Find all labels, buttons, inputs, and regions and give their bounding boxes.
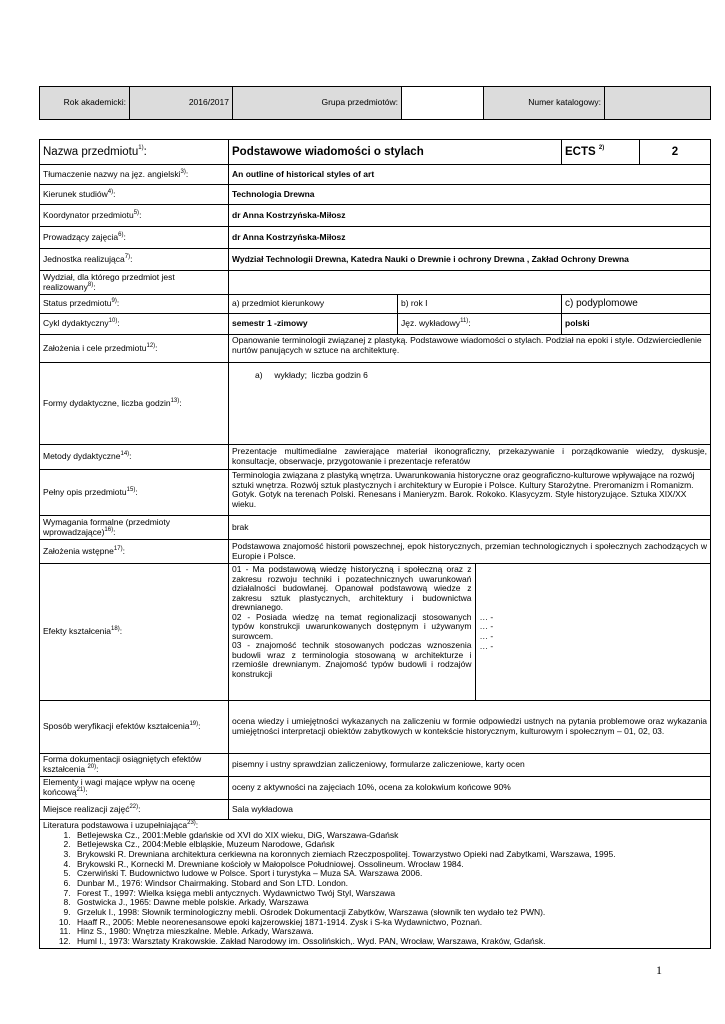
outcomes-label: Efekty kształcenia$^{18)}$: — [40, 564, 229, 701]
course-name-label: Nazwa przedmiotu$^{1)}$: — [40, 140, 229, 165]
ects-value: 2 — [640, 140, 711, 165]
status-a: a) przedmiot kierunkowy — [229, 295, 398, 314]
row-translation — [40, 165, 711, 185]
row-unit — [40, 249, 711, 271]
row-methods — [40, 445, 711, 470]
literature-item: 4. Brykowski R., Kornecki M. Drewniane kościoły w Małopolsce Południowej. Ossolineum. Wrocław 1984. — [73, 860, 707, 870]
row-documentation — [40, 754, 711, 777]
methods-label: Metody dydaktyczne$^{14)}$: — [40, 445, 229, 470]
row-teachers — [40, 227, 711, 249]
literature-item: 3. Brykowski R. Drewniana architektura cerkiewna na koronnych ziemiach Rzeczpospolitej. Towarzystwo Opieki nad Zabytkami, Warszawa, 1995. — [73, 850, 707, 860]
row-coordinator — [40, 205, 711, 227]
description-value: Terminologia związana z plastyką wnętrza. Uwarunkowania historyczne oraz geograficzno-kulturowe wpływające na rozwój sztuki wnętrza. Rozwój sztuk plastycznych i architektury w Europie i Polsce. Kultury Starożytne. Preromanizm i Romanizm. Gotyk. Gotyk na terenach Polski. Renesans i Manieryzm. Barok. Rokoko. Klasycyzm. Style historyzujące. Sztuka XIX/XX wieku. — [229, 470, 711, 516]
teachers-label: Prowadzący zajęcia$^{6)}$: — [40, 227, 229, 249]
forms-value: a) wykłady; liczba godzin 6 — [229, 363, 711, 445]
literature-cell — [40, 820, 711, 949]
literature-item: 6. Dunbar M., 1976: Windsor Chairmaking. Stobard and Son LTD. London. — [73, 879, 707, 889]
literature-item: 5. Czerwiński T. Budownictwo ludowe w Polsce. Sport i turystyka – Muza SA. Warszawa 2006. — [73, 869, 707, 879]
translation-value: An outline of historical styles of art — [229, 165, 711, 185]
faculty-label: Wydział, dla którego przedmiot jest realizowany$^{8)}$: — [40, 271, 229, 295]
weights-value: oceny z aktywności na zajęciach 10%, ocena za kolokwium końcowe 90% — [229, 777, 711, 800]
faculty-value — [229, 271, 711, 295]
cycle-label: Cykl dydaktyczny$^{10)}$: — [40, 314, 229, 335]
outcomes-inner — [229, 564, 710, 700]
status-c: c) podyplomowe — [562, 295, 711, 314]
verification-value: ocena wiedzy i umiejętności wykazanych na zaliczeniu w formie odpowiedzi ustnych na pytania problemowe oraz wykazania umiejętności interpretacji obiektów zabytkowych w kontekście historycznym, kulturowym i społecznym – 01, 02, 03. — [229, 701, 711, 754]
lang-label: Jęz. wykładowy$^{11)}$: — [398, 314, 562, 335]
course-table — [39, 139, 711, 949]
cycle-value: semestr 1 -zimowy — [229, 314, 398, 335]
field-value: Technologia Drewna — [229, 185, 711, 205]
row-goals — [40, 335, 711, 363]
teachers-value: dr Anna Kostrzyńska-Miłosz — [229, 227, 711, 249]
row-verification — [40, 701, 711, 754]
goals-value: Opanowanie terminologii związanej z plastyką. Podstawowe wiadomości o stylach. Podział na epoki i style. Odzwierciedlenie nurtów panujących w sztuce na architekturę. — [229, 335, 711, 363]
outcomes-cell — [229, 564, 711, 701]
forms-label: Formy dydaktyczne, liczba godzin$^{13)}$: — [40, 363, 229, 445]
literature-item: 7. Forest T., 1997: Wielka księga mebli antycznych. Wydawnictwo Twój Styl, Warszawa — [73, 889, 707, 899]
row-field — [40, 185, 711, 205]
catalog-value — [605, 87, 711, 120]
coordinator-label: Koordynator przedmiotu$^{5)}$: — [40, 205, 229, 227]
header-table — [39, 86, 711, 120]
literature-item: 2. Betlejewska Cz., 2004:Meble elbląskie, Muzeum Narodowe, Gdańsk — [73, 840, 707, 850]
lang-value: polski — [562, 314, 711, 335]
literature-item: 1. Betlejewska Cz., 2001:Meble gdańskie od XVI do XIX wieku, DiG, Warszawa-Gdańsk — [73, 831, 707, 841]
row-course-name — [40, 140, 711, 165]
status-b: b) rok I — [398, 295, 562, 314]
row-weights — [40, 777, 711, 800]
catalog-label: Numer katalogowy: — [484, 87, 605, 120]
formal-req-value: brak — [229, 516, 711, 540]
unit-label: Jednostka realizująca$^{7)}$: — [40, 249, 229, 271]
row-outcomes — [40, 564, 711, 701]
coordinator-value: dr Anna Kostrzyńska-Miłosz — [229, 205, 711, 227]
literature-list — [43, 831, 707, 947]
row-literature — [40, 820, 711, 949]
course-name-value: Podstawowe wiadomości o stylach — [229, 140, 562, 165]
ects-label: ECTS $^{2)}$ — [562, 140, 640, 165]
documentation-label: Forma dokumentacji osiągniętych efektów kształcenia $^{20)}$: — [40, 754, 229, 777]
methods-value: Prezentacje multimedialne zawierające materiał ikonograficzny, przekazywanie i porządkowanie wiedzy, dyskusje, konsultacje, obserwacje, przygotowanie i prezentacje referatów — [229, 445, 711, 470]
row-place — [40, 800, 711, 820]
outcomes-extra: … - … - … - … - — [479, 611, 494, 651]
row-description — [40, 470, 711, 516]
group-label: Grupa przedmiotów: — [233, 87, 402, 120]
literature-item: 10. Haaff R., 2005: Meble neorenesansowe epoki kajzerowskiej 1871-1914. Zysk i S-ka Wydawnictwo, Poznań. — [73, 918, 707, 928]
row-forms — [40, 363, 711, 445]
literature-item: 8. Gostwicka J., 1965: Dawne meble polskie. Arkady, Warszawa — [73, 898, 707, 908]
row-status — [40, 295, 711, 314]
group-value — [402, 87, 484, 120]
formal-req-label: Wymagania formalne (przedmioty wprowadzające)$^{16)}$: — [40, 516, 229, 540]
unit-value: Wydział Technologii Drewna, Katedra Nauki o Drewnie i ochrony Drewna , Zakład Ochrony Drewna — [229, 249, 711, 271]
page-number: 1 — [656, 963, 662, 977]
academic-year-label: Rok akademicki: — [40, 87, 130, 120]
description-label: Pełny opis przedmiotu$^{15)}$: — [40, 470, 229, 516]
outcomes-value: 01 - Ma podstawową wiedzę historyczną i społeczną oraz z zakresu rozwoju techniki i pozatechnicznych uwarunkowań działalności budowlanej. Opanował podstawową wiedze z zakresu sztuk plastycznych, architektury i budownictwa drewnianego. 02 - Posiada wiedzę na temat regionalizacji stosowanych typów konstrukcji uwarunkowanych dostępnym i używanym surowcem. 03 - znajomość technik stosowanych podczas wznoszenia budowli wraz z terminologia stosowaną w architekturze i rzemiośle drewnianym. Znajomość typów budowli i rodzajów konstrukcji — [229, 564, 475, 700]
prereq-label: Założenia wstępne$^{17)}$: — [40, 540, 229, 564]
place-value: Sala wykładowa — [229, 800, 711, 820]
row-prereq — [40, 540, 711, 564]
field-label: Kierunek studiów$^{4)}$: — [40, 185, 229, 205]
place-label: Miejsce realizacji zajęć$^{22)}$: — [40, 800, 229, 820]
literature-item: 12. Huml I., 1973: Warsztaty Krakowskie. Zakład Narodowy im. Ossolińskich,. Wyd. PAN, Wrocław, Warszawa, Kraków, Gdańsk. — [73, 937, 707, 947]
literature-item: 11. Hinz S., 1980: Wnętrza mieszkalne. Meble. Arkady, Warszawa. — [73, 927, 707, 937]
row-formal-req — [40, 516, 711, 540]
weights-label: Elementy i wagi mające wpływ na ocenę końcową$^{21)}$: — [40, 777, 229, 800]
status-label: Status przedmiotu$^{9)}$: — [40, 295, 229, 314]
verification-label: Sposób weryfikacji efektów kształcenia$^{19)}$: — [40, 701, 229, 754]
translation-label: Tłumaczenie nazwy na jęz. angielski$^{3)}$: — [40, 165, 229, 185]
prereq-value: Podstawowa znajomość historii powszechnej, epok historycznych, przemian technologicznych i społecznych zachodzących w Europie i Polsce. — [229, 540, 711, 564]
literature-item: 9. Grzeluk I., 1998: Słownik terminologiczny mebli. Ośrodek Dokumentacji Zabytków, Warszawa (słownik ten wydało też PWN). — [73, 908, 707, 918]
academic-year-value: 2016/2017 — [130, 87, 233, 120]
literature-label: Literatura podstawowa i uzupełniająca$^{23)}$: — [43, 820, 199, 830]
row-faculty — [40, 271, 711, 295]
row-cycle — [40, 314, 711, 335]
documentation-value: pisemny i ustny sprawdzian zaliczeniowy, formularze zaliczeniowe, karty ocen — [229, 754, 711, 777]
goals-label: Założenia i cele przedmiotu$^{12)}$: — [40, 335, 229, 363]
